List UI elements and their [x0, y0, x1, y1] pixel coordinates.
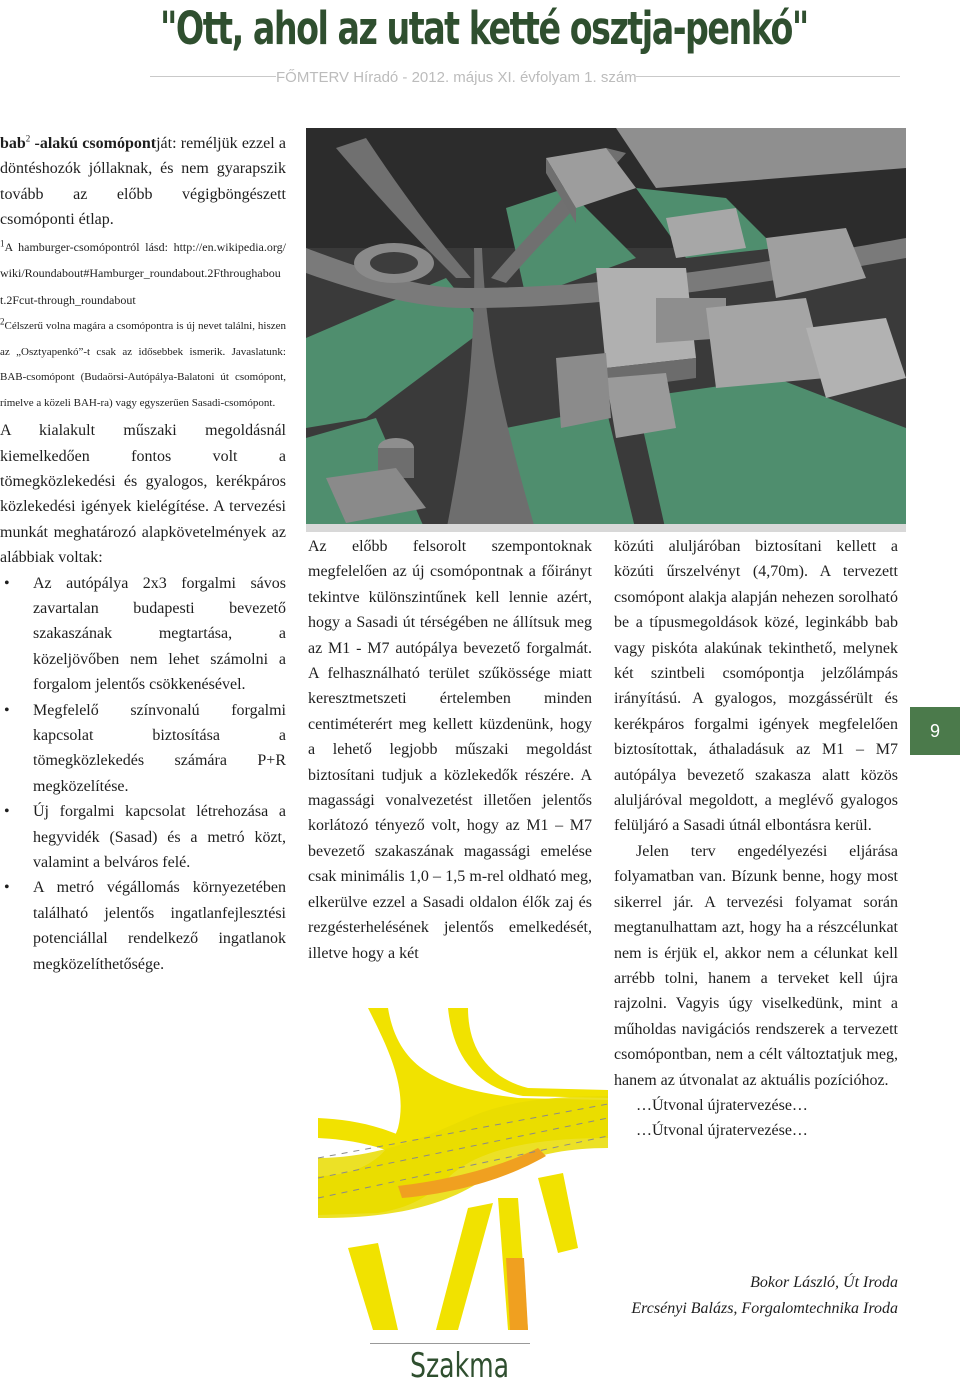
right-paragraph-1: közúti aluljáróban biztosítani kellett a közúti űrszelvényt (4,70m). A tervezett csomópont alakja alapján nehezen sorolható be a típusmegoldások közé, leginkább bab vagy piskóta alakúnak tekinthető, melynek két szintbeli csomópontja jelzőlámpás irányítású. A gyalogos, mozgássérült és kerékpáros forgalmi igények megfelelően biztosítottak, áthaladásuk az M1 – M7 autópálya bevezető szakasza alatt közös aluljáróval megoldott, a meglévő gyalogos felüljáró a Sasadi útnál elbontásra kerül.: [614, 538, 898, 835]
right-column: [614, 534, 898, 1144]
right-paragraph-2: Jelen terv engedélyezési eljárása folyamatban van. Bízunk benne, hogy most sikerrel jár. A tervezési folyamat során megtanulhattam azt, hogy ha a részcélunkat nem is érjük el, akkor nem a célunkat kell arrébb tolni, hanem a terveket kell újra rajzolni. Vagyis úgy viselkedünk, mint a műholdas navigációs rendszerek a tervezett csomópontban, nem a célt változtatjuk meg, hanem az útvonalat az aktuális pozícióhoz.: [614, 842, 898, 1089]
render-graphic: [306, 128, 906, 532]
list-item: • Az autópálya 2x3 forgalmi sávos zavartalan budapesti bevezető szakaszának megtartása, a közeljövőben nem lehet számolni a forgalom jelentős csökkenésével.: [0, 571, 286, 698]
closing-line-1: …Útvonal újratervezése…: [636, 1096, 808, 1114]
list-item: • Megfelelő színvonalú forgalmi kapcsolat biztosítása a tömegközlekedés számára P+R megközelítése.: [0, 698, 286, 800]
footnote-1-text: A hamburger-csomópontról lásd: http://en.wikipedia.org/wiki/Roundabout#Hamburger_roundabout.2Fthroughabout.2Fcut-through_roundabout: [0, 239, 286, 307]
middle-paragraph: Az előbb felsorolt szempontoknak megfelelően az új csomópontnak a főirányt tekintve különszintűnek kell lennie azért, hogy a Sasadi út térségében ne állítsuk meg az M1 - M7 autópálya bevezető forgalmát. A felhasználható terület szűkössége miatt keresztmetszeti értelemben minden centiméterért meg kellett küzdenünk, hogy a lehető legjobb műszaki megoldást biztosítani tudjuk a közlekedők részére. A magassági vonalvezetést illetően jelentős korlátozó tényező volt, hogy az M1 – M7 bevezető szakaszának magassági emelése csak minimális 1,0 – 1,5 m-rel oldható meg, elkerülve ezzel a Sasadi oldalon élők zaj és rezgésterhelésének jelentős emelkedését, illetve hogy a két: [308, 538, 592, 962]
junction-3d-render: [306, 128, 906, 532]
requirements-list: [0, 571, 286, 978]
requirements-paragraph: A kialakult műszaki megoldásnál kiemelkedően fontos volt a tömegközlekedési és gyalogos, kerékpáros közlekedési igények kielégítése. A tervezési munkát meghatározó alapkövetelmények az alábbiak voltak:: [0, 422, 286, 567]
article-headline: "Ott, ahol az utat ketté osztja-penkó": [160, 2, 808, 55]
middle-column: [308, 534, 592, 966]
footer-divider: [370, 1343, 530, 1344]
intro-paragraph: [0, 131, 286, 233]
footnote-2-marker: 2: [0, 316, 5, 327]
footnote-2: [0, 314, 286, 416]
author-1: Bokor László, Út Iroda: [750, 1274, 898, 1291]
section-label: Szakma: [410, 1346, 510, 1386]
signature-block: [538, 1270, 898, 1321]
list-item: • A metró végállomás környezetében található jelentős ingatlanfejlesztési potenciállal rendelkező ingatlanok megközelíthetősége.: [0, 875, 286, 977]
list-item: • Új forgalmi kapcsolat létrehozása a hegyvidék (Sasad) és a metró közt, valamint a belváros felé.: [0, 799, 286, 875]
intro-text: ját: reméljük ezzel a döntéshozók jóllaknak, és nem gyarapszik tovább az előbb végigböngészett csomóponti étlap.: [0, 135, 286, 229]
intro-bold: bab: [0, 135, 26, 152]
left-column: [0, 131, 286, 977]
intro-superscript: 2: [25, 133, 31, 144]
page-number-tab: 9: [910, 707, 960, 755]
footnote-2-text: Célszerű volna magára a csomópontra is új nevet találni, hiszen az „Osztyapenkó”-t csak az idősebbek ismerik. Javaslatunk: BAB-csomópont (Budaörsi-Autópálya-Balatoni út csomópont, rímelve a közeli BAH-ra) vagy egyszerűen Sasadi-csomópont.: [0, 320, 286, 409]
issue-subtitle: FŐMTERV Híradó - 2012. május XI. évfolyam 1. szám: [276, 69, 637, 86]
footnote-1: [0, 235, 286, 315]
footnote-1-marker: 1: [0, 237, 5, 248]
author-2: Ercsényi Balázs, Forgalomtechnika Iroda: [631, 1299, 898, 1317]
closing-line-2: …Útvonal újratervezése…: [636, 1122, 808, 1140]
intro-bold-continued: -alakú csomópont: [30, 135, 157, 152]
